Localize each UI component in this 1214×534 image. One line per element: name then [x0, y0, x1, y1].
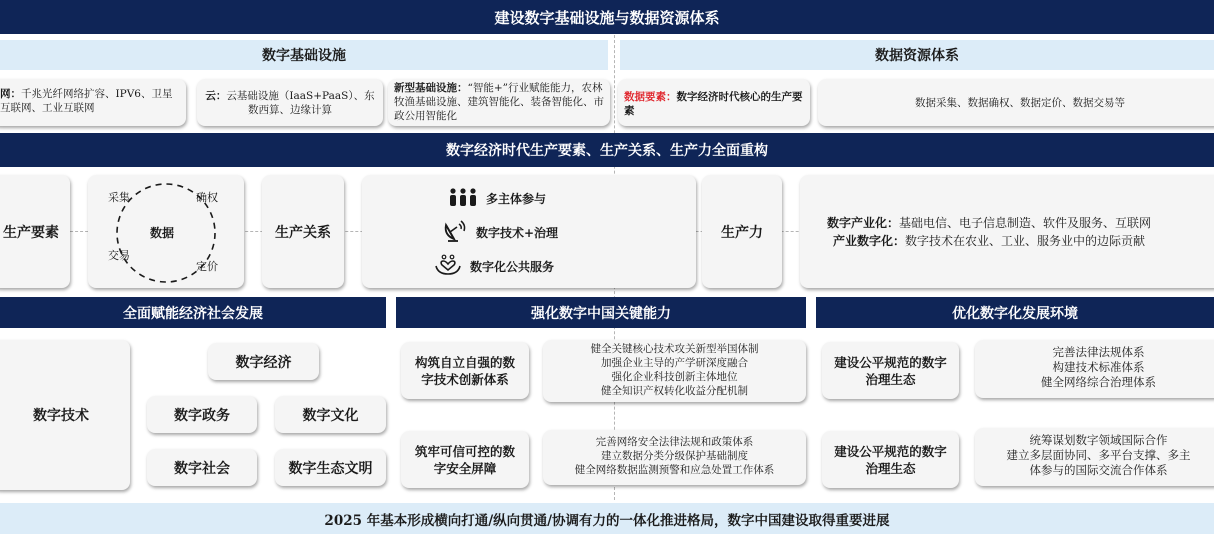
security-barrier-card	[401, 431, 529, 488]
data-elements-text: 数字经济时代核心的生产要素	[624, 91, 803, 117]
environment-header-label: 优化数字化发展环境	[952, 305, 1078, 322]
industrial-digitalization-label: 产业数字化：	[833, 234, 906, 248]
digital-gov-label: 数字政务	[174, 407, 230, 424]
data-flow-card	[818, 79, 1214, 126]
cloud-card	[197, 79, 383, 126]
data-flow-text: 数据采集、数据确权、数据定价、数据交易等	[915, 96, 1125, 109]
innovation-measure-line: 强化企业科技创新主体地位	[611, 371, 738, 383]
main-title: 建设数字基础设施与数据资源体系	[494, 8, 720, 27]
new-infra-label: 新型基础设施：	[394, 82, 468, 94]
public-service-item	[434, 254, 554, 279]
data-elements-card	[618, 79, 810, 126]
international-ecology-title: 建设公平规范的数字治理生态	[834, 443, 947, 476]
environment-header	[816, 297, 1214, 328]
innovation-measure-line: 健全知识产权转化收益分配机制	[601, 385, 748, 397]
innovation-measures-card	[543, 340, 806, 402]
relation-items-card	[362, 175, 696, 288]
security-measure-line: 建立数据分类分级保护基础制度	[601, 450, 748, 462]
security-barrier-title: 筑牢可信可控的数字安全屏障	[414, 443, 515, 476]
data-elements-label: 数据要素：	[624, 91, 677, 103]
innovation-system-card	[401, 342, 529, 399]
cycle-trade-label: 交易	[108, 249, 130, 262]
public-service-label: 数字化公共服务	[470, 260, 555, 274]
multi-party-item	[448, 187, 546, 210]
governance-ecology-title: 建设公平规范的数字治理生态	[834, 354, 947, 387]
digital-culture-card	[275, 396, 386, 433]
satellite-dish-icon	[442, 219, 468, 246]
digital-governance-item	[442, 219, 558, 246]
production-relation-card	[262, 175, 344, 288]
production-relation-label: 生产关系	[275, 224, 331, 241]
cloud-text: 云基础设施（IaaS+PaaS）、东数西算、边缘计算	[226, 89, 375, 116]
footer-text: 2025 年基本形成横向打通/纵向贯通/协调有力的一体化推进格局，数字中国建设取得重要进展	[324, 512, 890, 529]
net-label: 网：	[0, 88, 21, 100]
digital-eco-label: 数字生态文明	[288, 460, 373, 477]
digital-eco-card	[275, 449, 386, 486]
digital-tech-card	[0, 340, 130, 490]
digital-economy-card	[208, 343, 319, 380]
reconstruction-banner	[0, 133, 1214, 167]
productivity-card	[702, 175, 782, 288]
empower-header-label: 全面赋能经济社会发展	[123, 305, 263, 322]
empower-header	[0, 297, 386, 328]
data-resource-header	[620, 40, 1214, 70]
governance-measure-line: 完善法律法规体系	[1052, 345, 1145, 359]
key-capability-header-label: 强化数字中国关键能力	[531, 305, 671, 322]
innovation-measure-line: 健全关键核心技术攻关新型举国体制	[590, 343, 759, 355]
production-factor-card	[0, 175, 70, 288]
cycle-center-label: 数据	[150, 226, 175, 240]
governance-ecology-card	[822, 342, 959, 399]
data-resource-header-label: 数据资源体系	[875, 48, 959, 64]
key-capability-header	[396, 297, 806, 328]
security-measure-line: 完善网络安全法律法规和政策体系	[595, 436, 754, 448]
multi-party-label: 多主体参与	[486, 192, 547, 206]
digital-industrialization-line	[827, 214, 1151, 231]
international-ecology-card	[822, 431, 959, 488]
cycle-rights-label: 确权	[196, 191, 218, 204]
cloud-label: 云：	[205, 89, 227, 102]
cycle-collect-label: 采集	[108, 191, 130, 204]
industrial-digitalization-line	[833, 232, 1145, 249]
international-measure-line: 统筹谋划数字领域国际合作	[1029, 433, 1168, 447]
infra-header-label: 数字基础设施	[262, 48, 346, 64]
net-card	[0, 79, 186, 126]
digital-economy-label: 数字经济	[235, 354, 292, 371]
people-group-icon	[448, 187, 478, 210]
digital-society-card	[147, 449, 257, 486]
innovation-measure-line: 加强企业主导的产学研深度融合	[601, 357, 748, 369]
net-text: 千兆光纤网络扩容、IPV6、卫星互联网、工业互联网	[0, 88, 173, 114]
new-infra-text: “智能+”行业赋能能力，农林牧渔基础设施、建筑智能化、装备智能化、市政公用智能化	[394, 82, 604, 122]
digital-governance-label: 数字技术+治理	[476, 226, 559, 240]
governance-measures-card	[975, 340, 1214, 398]
digital-society-label: 数字社会	[174, 460, 230, 477]
main-title-banner	[0, 0, 1214, 34]
industrial-digitalization-text: 数字技术在农业、工业、服务业中的边际贡献	[905, 234, 1146, 248]
infra-header	[0, 40, 608, 70]
production-factor-label: 生产要素	[3, 224, 59, 241]
international-measures-card	[975, 428, 1214, 486]
cycle-price-label: 定价	[196, 260, 218, 273]
digital-industrialization-label: 数字产业化：	[827, 216, 900, 230]
productivity-detail-card	[800, 175, 1214, 288]
digital-culture-label: 数字文化	[302, 407, 359, 424]
security-measure-line: 健全网络数据监测预警和应急处置工作体系	[574, 464, 775, 476]
digital-tech-label: 数字技术	[33, 408, 89, 424]
international-measure-line: 体参与的国际交流合作体系	[1029, 463, 1168, 477]
international-measure-line: 建立多层面协同、多平台支撑、多主	[1006, 448, 1191, 462]
footer-banner	[0, 503, 1214, 534]
digital-industrialization-text: 基础电信、电子信息制造、软件及服务、互联网	[899, 216, 1152, 230]
security-measures-card	[543, 430, 806, 485]
productivity-label: 生产力	[721, 224, 763, 241]
reconstruction-title: 数字经济时代生产要素、生产关系、生产力全面重构	[446, 143, 768, 159]
digital-gov-card	[147, 396, 257, 433]
new-infra-card	[388, 79, 610, 126]
innovation-system-title: 构筑自立自强的数字技术创新体系	[414, 354, 515, 387]
governance-measure-line: 构建技术标准体系	[1052, 360, 1145, 374]
governance-measure-line: 健全网络综合治理体系	[1041, 375, 1156, 389]
hands-heart-icon	[434, 254, 462, 279]
data-cycle-card	[88, 175, 244, 288]
